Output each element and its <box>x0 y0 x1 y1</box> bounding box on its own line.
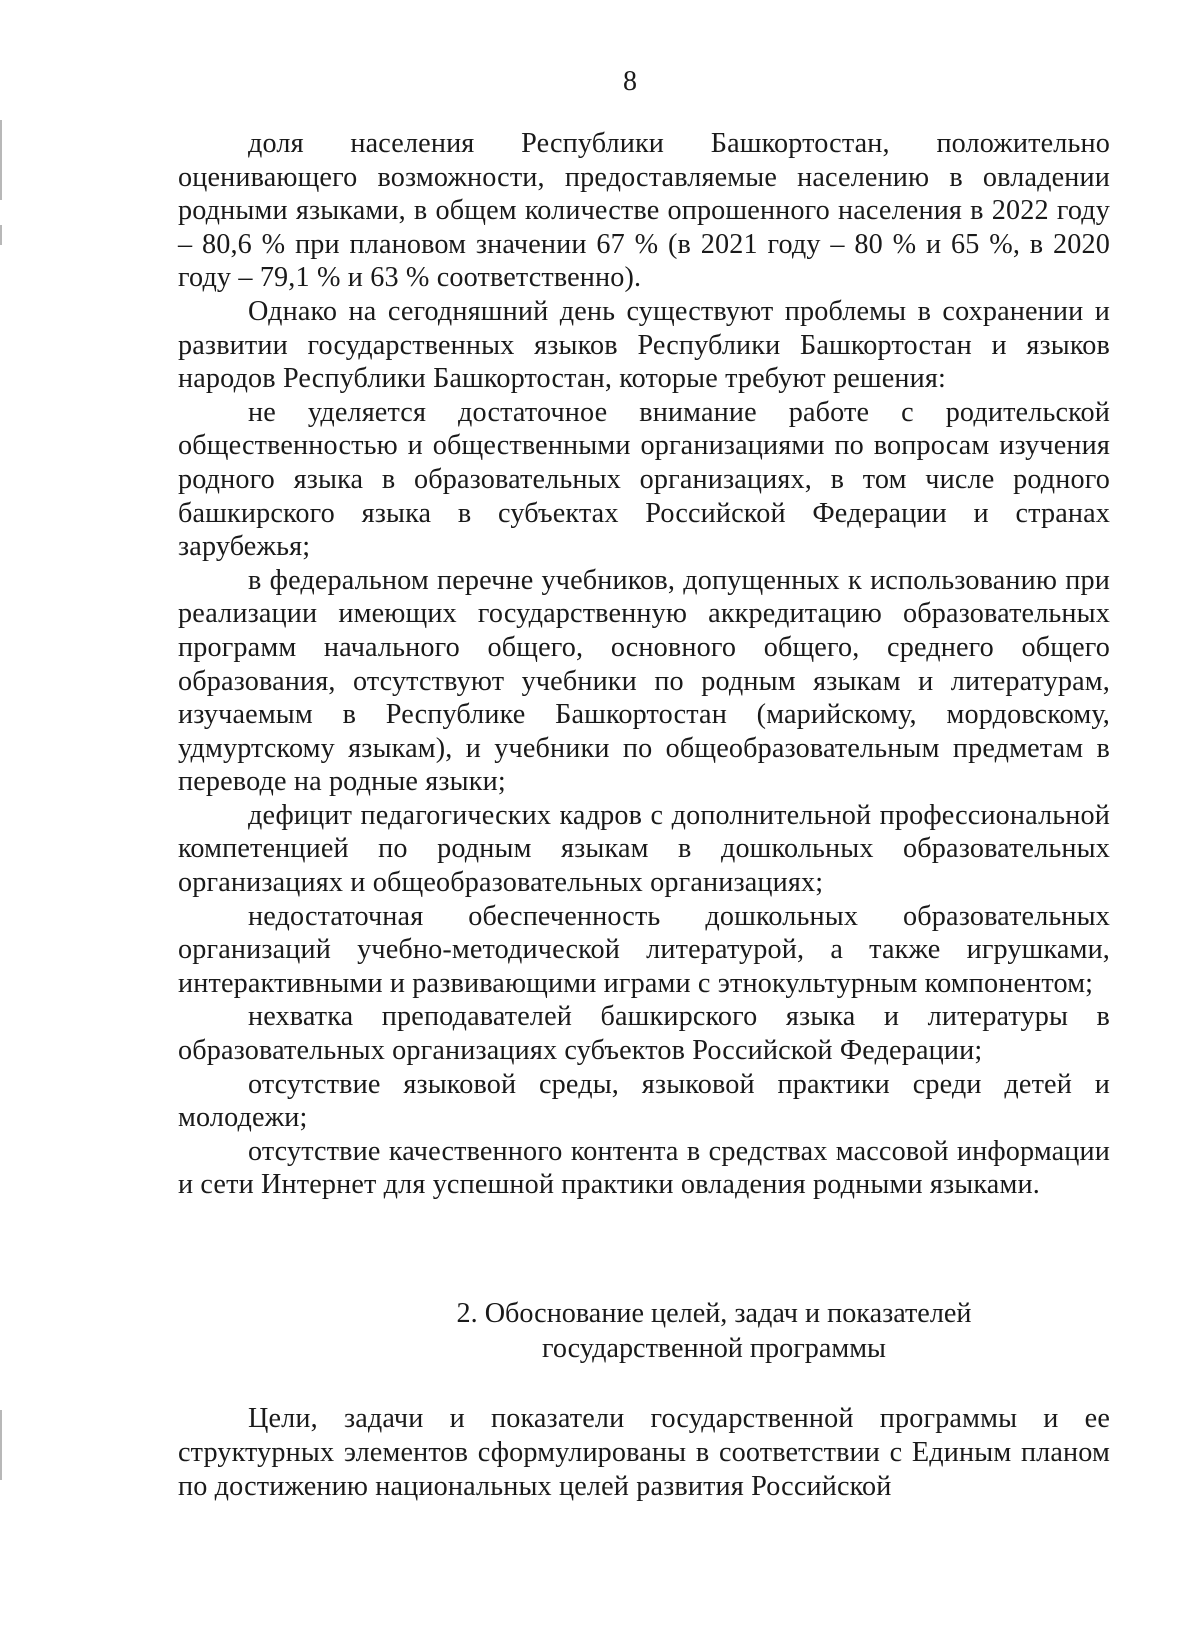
paragraph: дефицит педагогических кадров с дополнительной профессиональной компетенцией по родным языкам в дошкольных образовательных организациях и общеобразовательных организациях; <box>178 799 1110 899</box>
scan-edge-mark <box>0 1410 2 1480</box>
section-heading-line-2: государственной программы <box>542 1333 886 1364</box>
paragraph: доля населения Республики Башкортостан, положительно оценивающего возможности, предоставляемые населению в овладении родными языками, в общем количестве опрошенного населения в 2022 году – 80,6 % при плановом значении 67 % (в 2021 году – 80 % и 65 %, в 2020 году – 79,1 % и 63 % соответственно). <box>178 128 1110 294</box>
paragraph: не уделяется достаточное внимание работе с родительской общественностью и общественными организациями по вопросам изучения родного языка в образовательных организациях, в том числе родного башкирского языка в субъектах Российской Федерации и странах зарубежья; <box>178 396 1110 563</box>
paragraph: недостаточная обеспеченность дошкольных образовательных организаций учебно-методической литературой, а также игрушками, интерактивными и развивающими играми с этнокультурным компонентом; <box>178 900 1110 999</box>
final-paragraph: Цели, задачи и показатели государственной программы и ее структурных элементов сформулированы в соответствии с Единым планом по достижению национальных целей развития Российской <box>178 1403 1110 1502</box>
scan-edge-mark <box>0 225 2 245</box>
paragraph: отсутствие языковой среды, языковой практики среди детей и молодежи; <box>178 1068 1110 1134</box>
paragraph: Однако на сегодняшний день существуют проблемы в сохранении и развитии государственных языков Республики Башкортостан и языков народов Республики Башкортостан, которые требуют решения: <box>178 295 1110 395</box>
paragraph: в федеральном перечне учебников, допущенных к использованию при реализации имеющих государственную аккредитацию образовательных программ начального общего, основного общего, среднего общего образования, отсутствуют учебники по родным языкам и литературам, изучаемым в Республике Башкортостан (марийскому, мордовскому, удмуртскому языкам), и учебники по общеобразовательным предметам в переводе на родные языки; <box>178 564 1110 798</box>
body-text <box>178 127 1110 1202</box>
paragraph: отсутствие качественного контента в средствах массовой информации и сети Интернет для успешной практики овладения родными языками. <box>178 1135 1110 1201</box>
paragraph: нехватка преподавателей башкирского языка и литературы в образовательных организациях субъектов Российской Федерации; <box>178 1001 1110 1067</box>
page-number: 8 <box>623 66 637 97</box>
section-heading <box>178 1296 1110 1366</box>
section-heading-line-1: 2. Обоснование целей, задач и показателей <box>456 1298 972 1329</box>
scan-edge-mark <box>0 120 2 200</box>
